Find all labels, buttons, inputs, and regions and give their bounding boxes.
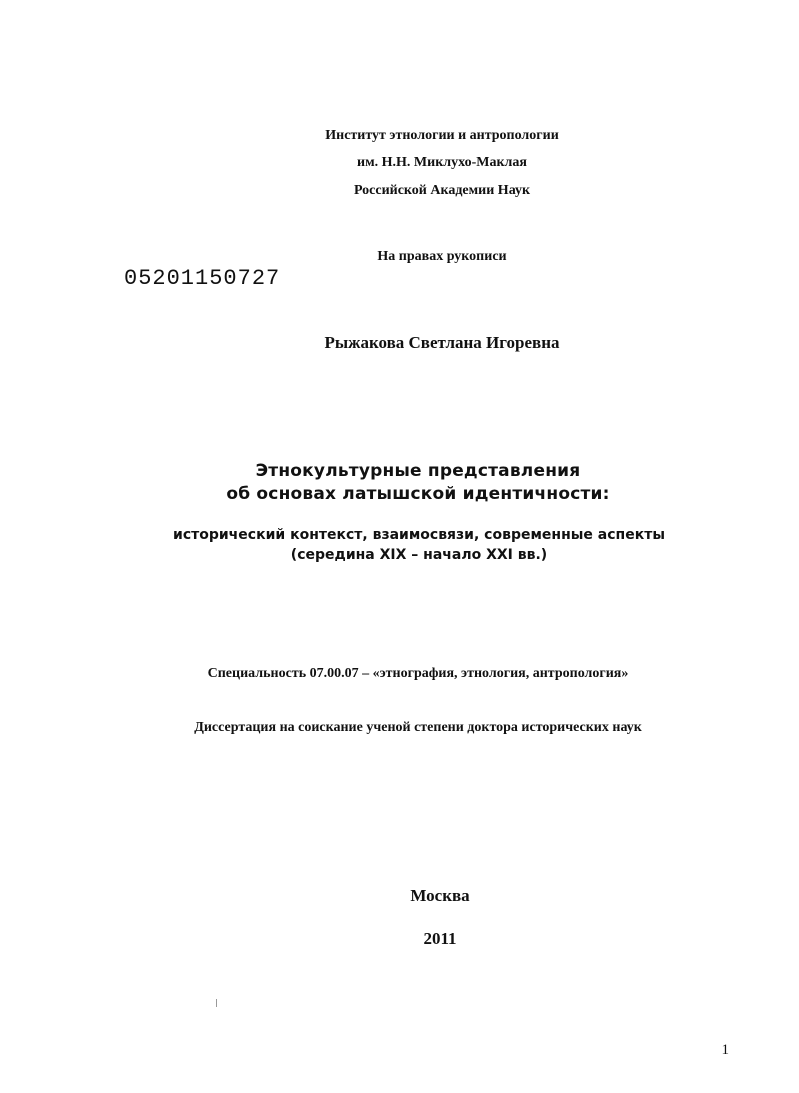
dissertation-degree-line: Диссертация на соискание ученой степени доктора исторических наук <box>194 720 642 735</box>
specialty-line: Специальность 07.00.07 – «этнография, этнология, антропология» <box>207 666 629 681</box>
city-label: Москва <box>410 886 470 905</box>
institution-line-1: Институт этнологии и антропологии <box>325 128 559 143</box>
year-label: 2011 <box>423 929 457 948</box>
thesis-title-line-2: об основах латышской идентичности: <box>226 484 610 504</box>
page-number: 1 <box>721 1042 729 1058</box>
institution-line-2: им. Н.Н. Миклухо-Маклая <box>357 155 527 170</box>
thesis-title-line-1: Этнокультурные представления <box>255 461 581 481</box>
institution-line-3: Российской Академии Наук <box>353 183 531 198</box>
scan-speck <box>216 999 217 1007</box>
thesis-subtitle-line-2: (середина XIX – начало XXI вв.) <box>290 547 548 563</box>
author-name: Рыжакова Светлана Игоревна <box>324 333 560 352</box>
archive-stamp-number: 05201150727 <box>124 266 281 291</box>
manuscript-rights-label: На правах рукописи <box>377 249 507 264</box>
thesis-subtitle-line-1: исторический контекст, взаимосвязи, современные аспекты <box>173 527 665 543</box>
